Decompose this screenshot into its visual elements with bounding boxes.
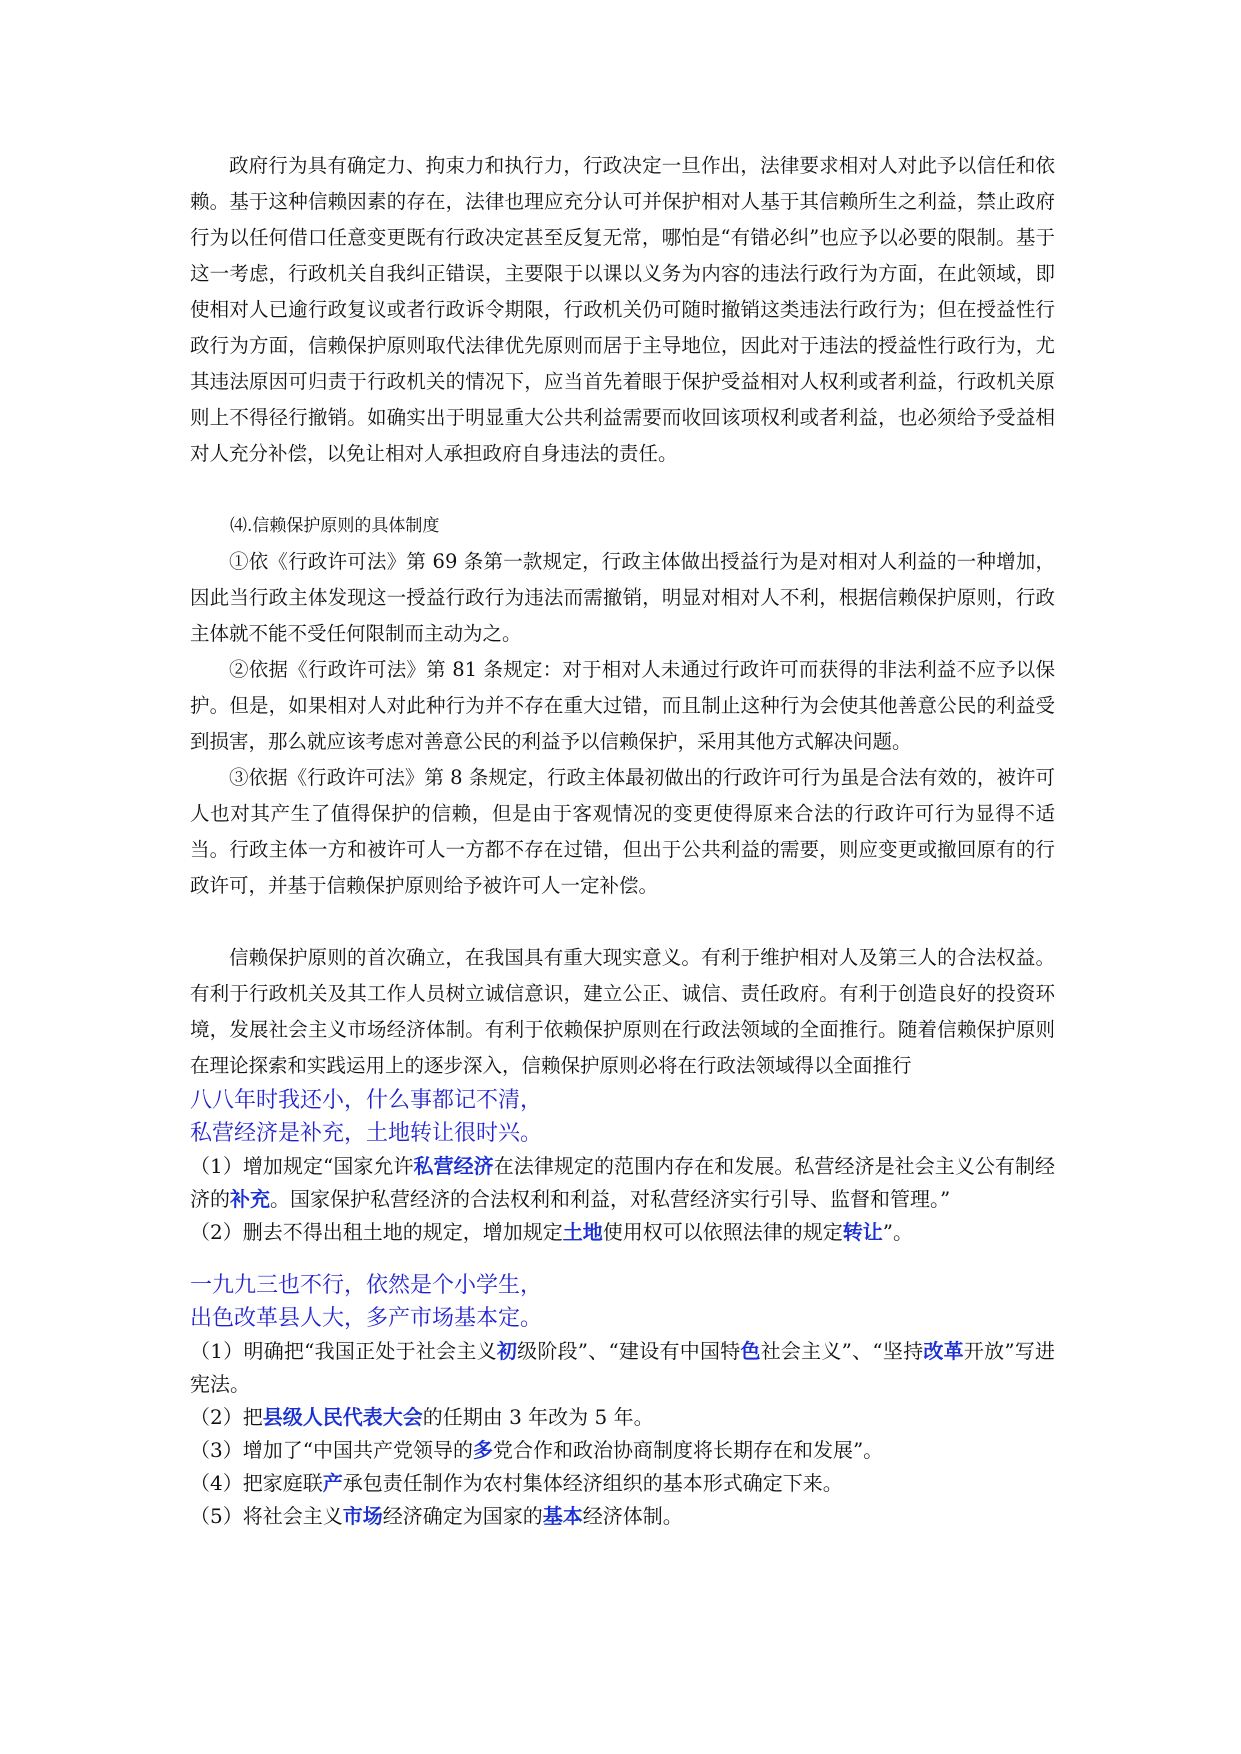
item-article-81: ②依据《行政许可法》第 81 条规定：对于相对人未通过行政许可而获得的非法利益不应予以保护。但是，如果相对人对此种行为并不存在重大过错，而且制止这种行为会使其他善意公民的利益受到损害，那么就应该考虑对善意公民的利益予以信赖保护，采用其他方式解决问题。: [190, 658, 1055, 753]
spacer: [190, 1249, 1055, 1269]
item-article-8: ③依据《行政许可法》第 8 条规定，行政主体最初做出的行政许可行为虽是合法有效的，被许可人也对其产生了值得保护的信赖，但是由于客观情况的变更使得原来合法的行政许可行为显得不适当。行政主体一方和被许可人一方都不存在过错，但出于公共利益的需要，则应变更或撤回原有的行政许可，并基于信赖保护原则给予被许可人一定补偿。: [190, 766, 1055, 897]
document-body: [190, 148, 1055, 1533]
verse-1988-line1: 八八年时我还小，什么事都记不清，: [190, 1088, 543, 1113]
amendment-1993-item5: （5）将社会主义市场经济确定为国家的基本经济体制。: [190, 1504, 683, 1528]
amendment-1988-item2: （2）删去不得出租土地的规定，增加规定土地使用权可以依照法律的规定转让”。: [190, 1220, 913, 1244]
highlight: 改革: [923, 1339, 964, 1363]
amendment-1993-item2: （2）把县级人民代表大会的任期由 3 年改为 5 年。: [190, 1405, 654, 1429]
verse-1993-line1: 一九九三也不行，依然是个小学生，: [190, 1273, 543, 1298]
amendment-1988-item1: （1）增加规定“国家允许私营经济在法律规定的范围内存在和发展。私营经济是社会主义公有制经济的补充。国家保护私营经济的合法权利和利益，对私营经济实行引导、监督和管理。”: [190, 1154, 1056, 1211]
spacer: [190, 904, 1055, 940]
item-article-69: ①依《行政许可法》第 69 条第一款规定，行政主体做出授益行为是对相对人利益的一种增加，因此当行政主体发现这一授益行政行为违法而需撤销，明显对相对人不利，根据信赖保护原则，行政主体就不能不受任何限制而主动为之。: [190, 550, 1055, 645]
amendment-1993-item1: （1）明确把“我国正处于社会主义初级阶段”、“建设有中国特色社会主义”、“坚持改革开放”写进宪法。: [190, 1339, 1056, 1396]
highlight: 转让: [842, 1220, 883, 1244]
highlight: 初: [496, 1339, 518, 1363]
highlight: 基本: [542, 1504, 583, 1528]
subsection-heading: ⑷.信赖保护原则的具体制度: [230, 516, 440, 536]
highlight: 县级人民代表大会: [262, 1405, 423, 1429]
highlight: 补充: [230, 1187, 270, 1211]
highlight: 多: [472, 1438, 493, 1462]
highlight: 土地: [562, 1220, 603, 1244]
verse-1988-line2: 私营经济是补充，土地转让很时兴。: [190, 1121, 543, 1146]
paragraph-reliance-intro: 政府行为具有确定力、拘束力和执行力，行政决定一旦作出，法律要求相对人对此予以信任和依赖。基于这种信赖因素的存在，法律也理应充分认可并保护相对人基于其信赖所生之利益，禁止政府行为以任何借口任意变更既有行政决定甚至反复无常，哪怕是“有错必纠”也应予以必要的限制。基于这一考虑，行政机关自我纠正错误，主要限于以课以义务为内容的违法行政行为方面，在此领域，即使相对人已逾行政复议或者行政诉令期限，行政机关仍可随时撤销这类违法行政行为；但在授益性行政行为方面，信赖保护原则取代法律优先原则而居于主导地位，因此对于违法的授益性行政行为，尤其违法原因可归责于行政机关的情况下，应当首先着眼于保护受益相对人权利或者利益，行政机关原则上不得径行撤销。如确实出于明显重大公共利益需要而收回该项权利或者利益，也必须给予受益相对人充分补偿，以免让相对人承担政府自身违法的责任。: [190, 154, 1055, 465]
paragraph-significance: 信赖保护原则的首次确立，在我国具有重大现实意义。有利于维护相对人及第三人的合法权益。有利于行政机关及其工作人员树立诚信意识，建立公正、诚信、责任政府。有利于创造良好的投资环境，发展社会主义市场经济体制。有利于依赖保护原则在行政法领域的全面推行。随着信赖保护原则在理论探索和实践运用上的逐步深入，信赖保护原则必将在行政法领域得以全面推行: [190, 946, 1055, 1077]
verse-1993-line2: 出色改革县人大，多产市场基本定。: [190, 1306, 543, 1331]
amendment-1993-item3: （3）增加了“中国共产党领导的多党合作和政治协商制度将长期存在和发展”。: [190, 1438, 884, 1462]
spacer: [190, 472, 1055, 508]
highlight: 市场: [342, 1504, 383, 1528]
highlight: 私营经济: [413, 1154, 494, 1178]
highlight: 产: [322, 1471, 343, 1495]
highlight: 色: [740, 1339, 761, 1363]
amendment-1993-item4: （4）把家庭联产承包责任制作为农村集体经济组织的基本形式确定下来。: [190, 1471, 843, 1495]
